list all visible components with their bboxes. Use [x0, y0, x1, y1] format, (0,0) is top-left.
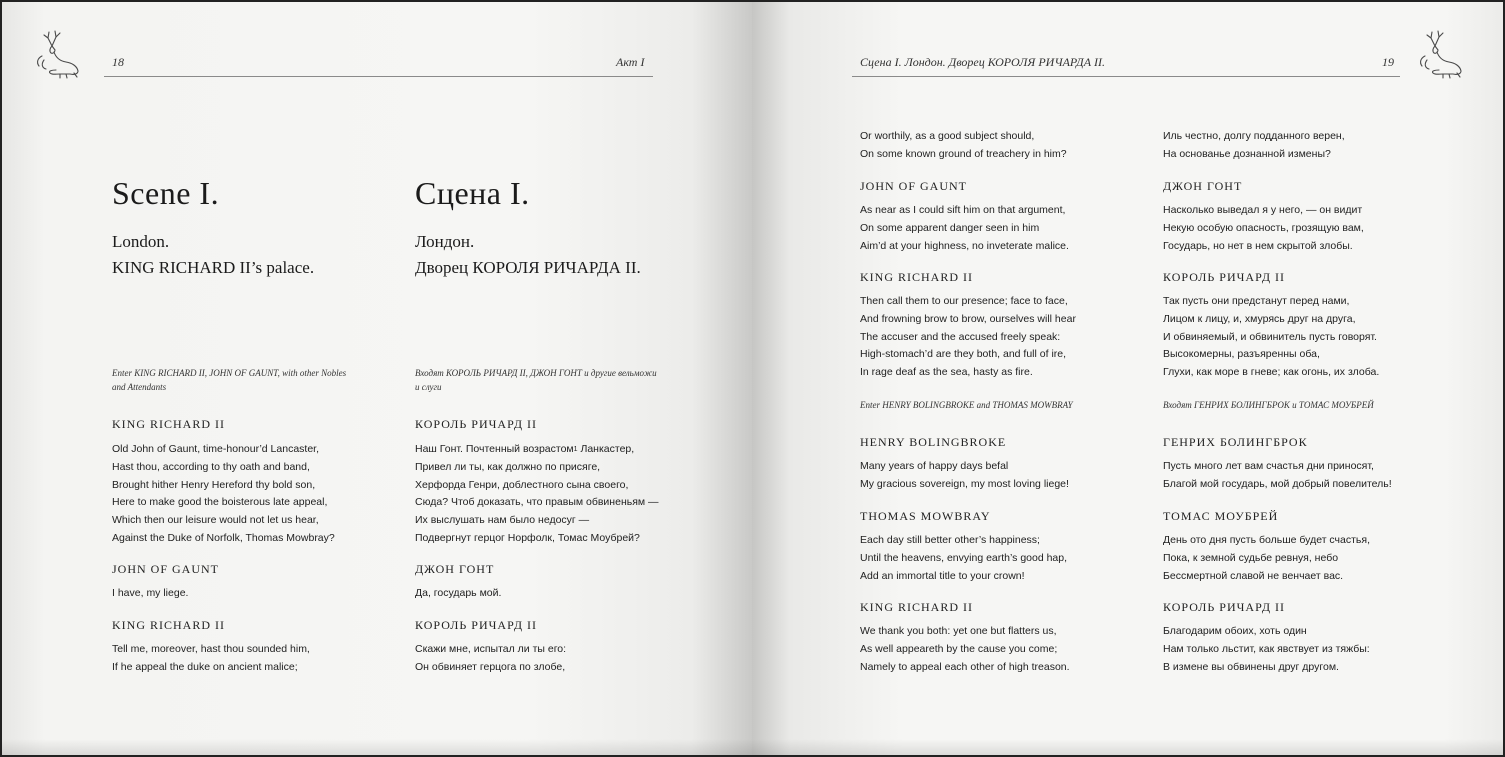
speaker-name: KING RICHARD II: [860, 270, 973, 284]
stage-direction-en: and Attendants: [112, 382, 167, 392]
place-line-ru: Лондон.: [415, 232, 475, 251]
verse-line: Нам только льстит, как явствует из тяжбы:: [1163, 642, 1370, 655]
verse-lines: [112, 585, 188, 603]
verse-line: Он обвиняет герцога по злобе,: [415, 660, 566, 673]
running-head: Сцена I. Лондон. Дворец КОРОЛЯ РИЧАРДА II.: [860, 55, 1106, 69]
deer-emblem-icon: [30, 26, 86, 82]
verse-line: Херфорда Генри, доблестного сына своего,: [415, 478, 629, 491]
verse-line: На основанье дознанной измены?: [1163, 147, 1331, 160]
verse-line: Many years of happy days befal: [860, 460, 1009, 472]
speaker-name: ТОМАС МОУБРЕЙ: [1163, 509, 1279, 523]
verse-line: I have, my liege.: [112, 587, 189, 599]
verse-line: Глухи, как море в гневе; как огонь, их злоба.: [1163, 366, 1380, 379]
page-number: 18: [112, 55, 124, 69]
verse-line: Пусть много лет вам счастья дни приносят,: [1163, 460, 1374, 472]
verse-line: Государь, но нет в нем скрытой злобы.: [1163, 239, 1353, 252]
verse-line: Old John of Gaunt, time-honour’d Lancaster,: [112, 443, 320, 455]
verse-text: Наш Гонт. Почтенный возрастом: [415, 443, 574, 455]
speaker-name: JOHN OF GAUNT: [860, 179, 968, 193]
verse-line: Бессмертной славой не венчает вас.: [1163, 569, 1344, 582]
speaker-name: ДЖОН ГОНТ: [1163, 179, 1243, 193]
verse-line: [415, 441, 659, 459]
stage-direction-en: Enter HENRY BOLINGBROKE and THOMAS MOWBRAY: [860, 400, 1073, 410]
verse-line: Высокомерны, разъяренны оба,: [1163, 348, 1320, 361]
footnote-marker: 1: [573, 446, 578, 453]
speaker-name: ДЖОН ГОНТ: [415, 562, 495, 576]
verse-lines: [1163, 623, 1370, 676]
verse-line: Brought hither Henry Hereford thy bold son,: [112, 478, 316, 491]
speaker-name: КОРОЛЬ РИЧАРД II: [415, 417, 538, 431]
verse-line: Against the Duke of Norfolk, Thomas Mowbray?: [112, 531, 335, 544]
verse-lines: [415, 641, 566, 677]
verse-line: Or worthily, as a good subject should,: [860, 130, 1035, 142]
stage-direction-ru: Входят ГЕНРИХ БОЛИНГБРОК и ТОМАС МОУБРЕЙ: [1163, 400, 1374, 410]
speaker-name: KING RICHARD II: [860, 600, 973, 614]
speaker-name: THOMAS MOWBRAY: [860, 509, 991, 523]
verse-line: Пока, к земной судьбе ревнуя, небо: [1163, 551, 1339, 564]
left-page: [0, 0, 752, 757]
deer-emblem-icon: [1413, 26, 1469, 82]
verse-line: Иль честно, долгу подданного верен,: [1163, 130, 1345, 142]
verse-line: Here to make good the boisterous late appeal,: [112, 496, 328, 509]
verse-line: As near as I could sift him on that argument,: [860, 204, 1066, 216]
verse-line: Each day still better other’s happiness;: [860, 534, 1040, 546]
verse-line: In rage deaf as the sea, hasty as fire.: [860, 366, 1033, 379]
speaker-name: КОРОЛЬ РИЧАРД II: [415, 618, 538, 632]
speaker-name: KING RICHARD II: [112, 417, 225, 431]
page-shadow: [752, 739, 1505, 757]
verse-line: Подвергнут герцог Норфолк, Томас Моубрей?: [415, 531, 640, 544]
header-rule: [852, 76, 1400, 77]
verse-lines: [860, 458, 1069, 494]
verse-lines: [415, 441, 659, 548]
verse-lines: [1163, 128, 1345, 164]
verse-lines: [860, 623, 1070, 676]
verse-line: Until the heavens, envying earth’s good hap,: [860, 551, 1068, 564]
verse-line: The accuser and the accused freely speak:: [860, 330, 1061, 343]
speaker-name: KING RICHARD II: [112, 618, 225, 632]
scene-title-ru: Сцена I.: [415, 175, 530, 211]
verse-lines: [1163, 202, 1364, 255]
page-number: 19: [1382, 55, 1394, 69]
verse-text: Ланкастер,: [577, 443, 635, 455]
place-line-ru: Дворец КОРОЛЯ РИЧАРДА II.: [415, 258, 641, 277]
header-rule: [104, 76, 653, 77]
verse-line: Да, государь мой.: [415, 587, 502, 599]
running-head: Акт I: [616, 55, 645, 69]
speaker-name: КОРОЛЬ РИЧАРД II: [1163, 270, 1286, 284]
stage-direction-ru: и слуги: [415, 382, 442, 392]
verse-line: И обвиняемый, и обвинитель пусть говорят.: [1163, 330, 1377, 343]
verse-line: On some known ground of treachery in him?: [860, 147, 1067, 160]
verse-lines: [415, 585, 501, 603]
speaker-name: ГЕНРИХ БОЛИНГБРОК: [1163, 435, 1308, 449]
verse-line: Aim’d at your highness, no inveterate malice.: [860, 239, 1069, 252]
verse-lines: [860, 202, 1069, 255]
verse-lines: [1163, 532, 1370, 585]
verse-line: High-stomach’d are they both, and full of ire,: [860, 348, 1067, 361]
verse-lines: [1163, 293, 1379, 382]
speaker-name: КОРОЛЬ РИЧАРД II: [1163, 600, 1286, 614]
verse-line: Благой мой государь, мой добрый повелитель!: [1163, 477, 1392, 490]
place-line-en: London.: [112, 232, 170, 251]
verse-line: On some apparent danger seen in him: [860, 221, 1040, 234]
stage-direction-en: Enter KING RICHARD II, JOHN OF GAUNT, with other Nobles: [112, 368, 347, 378]
verse-line: Так пусть они предстанут перед нами,: [1163, 295, 1350, 307]
verse-line: День ото дня пусть больше будет счастья,: [1163, 534, 1370, 546]
verse-line: As well appeareth by the cause you come;: [860, 642, 1058, 655]
page-shadow: [0, 739, 752, 757]
verse-line: Add an immortal title to your crown!: [860, 569, 1025, 582]
verse-line: В измене вы обвинены друг другом.: [1163, 660, 1339, 673]
verse-line: Привел ли ты, как должно по присяге,: [415, 460, 601, 473]
verse-line: Некую особую опасность, грозящую вам,: [1163, 221, 1364, 234]
verse-lines: [112, 441, 335, 548]
verse-line: Их выслушать нам было недосуг —: [415, 514, 590, 527]
verse-line: My gracious sovereign, my most loving liege!: [860, 477, 1069, 490]
verse-line: We thank you both: yet one but flatters us,: [860, 625, 1057, 637]
verse-line: Tell me, moreover, hast thou sounded him,: [112, 643, 310, 655]
speaker-name: HENRY BOLINGBROKE: [860, 435, 1007, 449]
verse-lines: [860, 293, 1076, 382]
verse-line: If he appeal the duke on ancient malice;: [112, 660, 298, 673]
verse-lines: [1163, 458, 1392, 494]
scene-title-en: Scene I.: [112, 175, 220, 211]
verse-line: Hast thou, according to thy oath and band,: [112, 460, 310, 473]
place-line-en: KING RICHARD II’s palace.: [112, 258, 315, 277]
verse-line: Скажи мне, испытал ли ты его:: [415, 643, 567, 655]
verse-line: Namely to appeal each other of high treason.: [860, 660, 1070, 673]
verse-line: Лицом к лицу, и, хмурясь друг на друга,: [1163, 312, 1356, 325]
verse-lines: [112, 641, 310, 677]
verse-lines: [860, 532, 1067, 585]
speaker-name: JOHN OF GAUNT: [112, 562, 220, 576]
verse-line: Which then our leisure would not let us hear,: [112, 514, 319, 527]
stage-direction-ru: Входят КОРОЛЬ РИЧАРД II, ДЖОН ГОНТ и другие вельможи: [415, 368, 657, 378]
verse-line: Благодарим обоих, хоть один: [1163, 625, 1307, 637]
verse-lines: [860, 128, 1067, 164]
verse-line: Насколько выведал я у него, — он видит: [1163, 204, 1363, 216]
verse-line: Сюда? Чтоб доказать, что правым обвиненьям —: [415, 496, 659, 509]
verse-line: Then call them to our presence; face to face,: [860, 295, 1068, 307]
right-page: [752, 0, 1505, 757]
verse-line: And frowning brow to brow, ourselves will hear: [860, 312, 1076, 325]
